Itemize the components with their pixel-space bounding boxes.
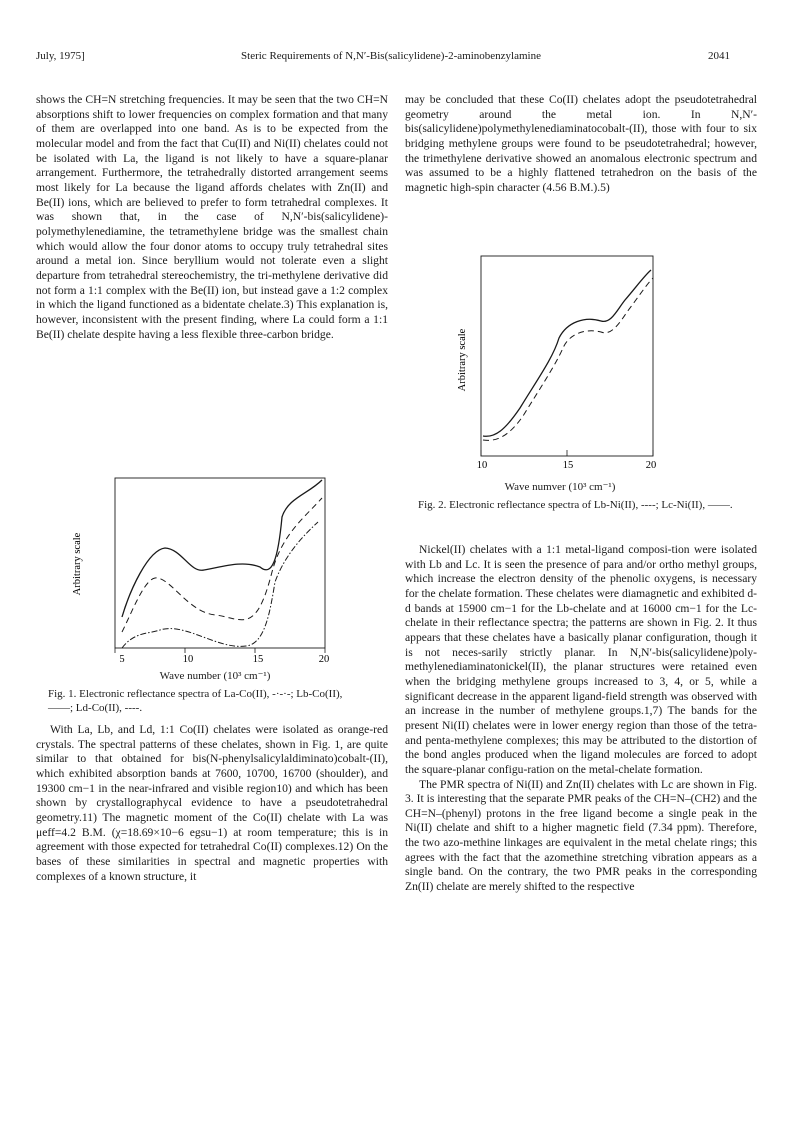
fig2-tick-label-20: 20: [645, 460, 657, 471]
fig1-tick-label-20: 20: [318, 654, 330, 664]
figure-2-caption: Fig. 2. Electronic reflectance spectra of Lb-Ni(II), ----; Lc-Ni(II), ——.: [418, 499, 733, 511]
fig2-y-axis-label: Arbitrary scale: [457, 328, 468, 392]
left-paragraph-1: shows the CH=N stretching frequencies. It may be seen that the two CH=N absorptions shift to lower frequencies on complex formation and that many of them are overlapped into one band. As is to be expected from the molecular model and from the fact that Cu(II) and Ni(II) chelates could not be isolated with La, the ligand is not likely to have a square-planar arrangement. Furthermore, the tetrahedrally distorted arrangement seems most likely for La because the ligand affords chelates with Zn(II) and Be(II) ions, which are believed to prefer to form tetrahedral complexes. It was shown that, in the case of N,N′-bis(salicylidene)-polymethylenediamine, the tetramethylene bridge was the smallest chain which would allow the four donor atoms to occupy truly tetrahedral sites around a metal ion. Since beryllium would not tolerate even a slight departure from tetrahedral stereochemistry, the tri-methylene derivative did not form a 1:1 complex with the Be(II) ion, but instead gave a 1:2 complex in which the ligand functioned as a bidentate chelate.3) This explanation is, however, inconsistent with the present finding, where La could form a 1:1 Be(II) chelate despite having a less flexible three-carbon bridge.: [36, 93, 388, 341]
left-column-top: [36, 93, 388, 342]
figure-1-caption-box: [48, 687, 370, 715]
right-column-bottom: [405, 543, 757, 895]
fig1-tick-label-10: 10: [182, 654, 194, 664]
right-paragraph-3: The PMR spectra of Ni(II) and Zn(II) chelates with Lc are shown in Fig. 3. It is interesting that the separate PMR peaks of the CH=N–(CH2) and the CH=N–(phenyl) protons in the free ligand become a single peak in the Ni(II) chelate and shift to a higher magnetic field (7.34 ppm). Therefore, the two azo-methine linkages are equivalent in the metal chelate rings; this agrees with the fact that the azomethine stretching vibration appears as a single band. On the contrary, the two PMR peaks in the corresponding Zn(II) chelate are merely shifted to the respective: [405, 777, 757, 894]
curve-ld-co: [122, 498, 322, 632]
figure-2-caption-box: [418, 498, 744, 512]
curve-lb-ni: [483, 278, 653, 440]
header-date: July, 1975]: [36, 50, 85, 62]
figure-2-chart: [445, 250, 675, 475]
figure-2-frame: [481, 256, 653, 456]
fig1-tick-label-15: 15: [252, 654, 264, 664]
right-column-top: [405, 93, 757, 196]
curve-lb-co: [122, 480, 322, 617]
fig1-tick-label-5: 5: [119, 654, 125, 664]
right-paragraph-2: Nickel(II) chelates with a 1:1 metal-ligand composi-tion were isolated with Lb and Lc. It is seen the presence of para and/or ortho methyl groups, which increase the electron density of the phenolic oxygens, is necessary for the chelate formation. These chelates were diamagnetic and exhibited d-d bands at 15900 cm−1 for the Lb-chelate and at 16000 cm−1 for the Lc-chelate in their reflectance spectra; the patterns are shown in Fig. 2. It thus appears that these chelates have a basically planar configuration, though it is not neces-sarily strictly planar. In N,N′-bis(salicylidene)poly-methylenediaminatonickel(II), the planar structures were retained even when the bridging methylene groups increased to 3, 4, or 5, while a significant decrease in the apparent ligand-field strength was observed with an increase in the number of methylene groups.1,7) The bands for the present Ni(II) chelates were in lower energy region than those of the tetra- and penta-methylene complexes; this may be attributed to the distortion of the bond angles produced when the ligand molecules are forced to adopt the square-planar configu-ration on the metal-chelate formation.: [405, 543, 757, 776]
fig2-tick-label-15: 15: [562, 460, 574, 471]
left-column-bottom: [36, 723, 388, 884]
figure-1-chart: [60, 472, 360, 664]
fig2-x-axis-label: Wave numver (10³ cm⁻¹): [504, 481, 616, 493]
right-paragraph-1: may be concluded that these Co(II) chelates adopt the pseudotetrahedral geometry around the metal ion. In N,N′-bis(salicylidene)polymethylenediaminatocobalt-(II), those with four to six bridging methylene groups were found to be pseudotetrahedral; however, the trimethylene derivative showed an anomalous electronic spectrum and was assumed to be a highly flattened tetrahedron on the basis of the magnetic high-spin character (4.56 B.M.).5): [405, 93, 757, 194]
fig1-x-axis-label: Wave number (10³ cm⁻¹): [159, 670, 271, 682]
header-page-number: 2041: [708, 50, 730, 62]
figure-1-caption: Fig. 1. Electronic reflectance spectra of La-Co(II), -·-·-; Lb-Co(II), ——; Ld-Co(II), ----.: [48, 688, 343, 714]
header-title: Steric Requirements of N,N′-Bis(salicylidene)-2-aminobenzylamine: [241, 50, 541, 62]
fig2-tick-label-10: 10: [476, 460, 488, 471]
curve-lc-ni: [483, 270, 651, 436]
curve-la-co: [122, 522, 318, 648]
fig1-y-axis-label: Arbitrary scale: [72, 532, 83, 596]
left-paragraph-2: With La, Lb, and Ld, 1:1 Co(II) chelates were isolated as orange-red crystals. The spectral patterns of these chelates, shown in Fig. 1, are quite similar to that obtained for bis(N-phenylsalicylaldiminato)cobalt-(II), which exhibited absorption bands at 7600, 10700, 16700 (shoulder), and 19300 cm−1 in the near-infrared and visible region10) and which has been shown by crystallographycal evidence to have a pseudotetrahedral geometry.11) The magnetic moment of the Co(II) chelate with La was μeff=4.2 B.M. (χ=18.69×10−6 egsu−1) at room temperature; this is in agreement with those expected for tetrahedral Co(II) complexes.12) On the bases of these similarities in spectral and magnetic properties with complexes of a known structure, it: [36, 723, 388, 883]
